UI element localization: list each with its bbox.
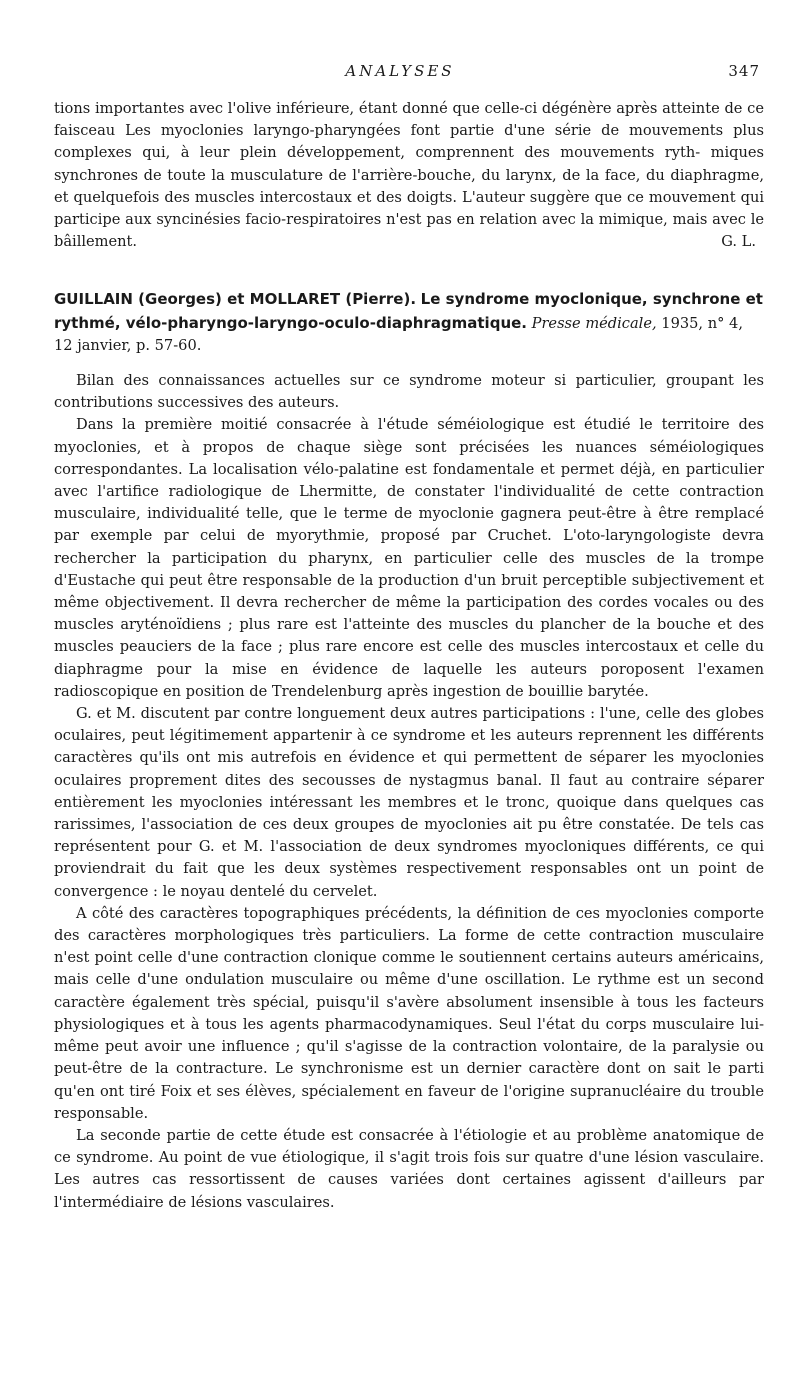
body-paragraph: G. et M. discutent par contre longuement deux autres participations : l'une, celle des globes oculaires, peut légitimement appartenir à ce syndrome et les auteurs reprennent les différents caractères qu'ils ont mis autrefois en évidence et qui permettent de séparer les myoclonies oculaires proprement dites des secousses de nystagmus banal. Il faut au contraire séparer entièrement les myoclonies intéressant les membres et le tronc, quoique dans quelques cas rarissimes, l'association de ces deux groupes de myoclonies ait pu être constatée. De tels cas représentent pour G. et M. l'association de deux syndromes myocloniques différents, ce qui proviendrait du fait que les deux systèmes respectivement responsables ont un point de convergence : le noyau dentelé du cervelet. <box>54 705 764 900</box>
running-head-title: ANALYSES <box>345 62 455 80</box>
review-title: Le syndrome myoclonique, synchrone et rythmé, vélo-pharyngo-laryngo-oculo-diaphragmatique. <box>54 290 763 332</box>
review-journal: Presse médicale, <box>531 314 657 332</box>
body-paragraph: Dans la première moitié consacrée à l'étude séméiologique est étudié le territoire des myoclonies, et à propos de chaque siège sont précisées les nuances séméiologiques correspondantes. La localisation vélo-palatine est fondamentale et permet déjà, en particulier avec l'artifice radiologique de Lhermitte, de constater l'individualité de cette contraction musculaire, individualité telle, que le terme de myoclonie gagnera peut-être à être remplacé par exemple par celui de myorythmie, proposé par Cruchet. L'oto-laryngologiste devra rechercher la participation du pharynx, en particulier celle des muscles de la trompe d'Eustache qui peut être responsable de la production d'un bruit perceptible subjectivement et même objectivement. Il devra rechercher de même la participation des cordes vocales ou des muscles aryténoïdiens ; plus rare est l'atteinte des muscles du plancher de la bouche et des muscles peauciers de la face ; plus rare encore est celle des muscles intercostaux et celle du diaphragme pour la mise en évidence de laquelle les auteurs poroposent l'examen radioscopique en position de Trendelenburg après ingestion de bouillie barytée. <box>54 416 764 700</box>
body-paragraph: La seconde partie de cette étude est consacrée à l'étiologie et au problème anatomique de ce syndrome. Au point de vue étiologique, il s'agit trois fois sur quatre d'une lésion vasculaire. Les autres cas ressortissent de causes variées dont certaines agissent d'ailleurs par l'intermédiaire de lésions vasculaires. <box>54 1126 764 1211</box>
running-head <box>0 62 800 84</box>
previous-review-ending <box>54 98 764 253</box>
previous-review-paragraph <box>54 98 764 253</box>
review-citation: 1935, n° 4, 12 janvier, p. 57-60. <box>54 314 743 355</box>
text-line: plus complexes qui, à leur plein développement, comprennent des mouvements ryth- <box>54 122 764 162</box>
text-line: du diaphragme, et quelquefois des muscles intercostaux et des doigts. L'auteur suggère <box>54 166 765 206</box>
reviewer-signature: G. L. <box>721 233 756 251</box>
text-line: de ce faisceau Les myoclonies laryngo-pharyngées font partie d'une série de mouvements <box>54 100 764 140</box>
review-body <box>54 370 764 1214</box>
body-paragraph: A côté des caractères topographiques précédents, la définition de ces myoclonies comporte des caractères morphologiques très particuliers. La forme de cette contraction musculaire n'est point celle d'une contraction clonique comme le soutiennent certains auteurs américains, mais celle d'une ondulation musculaire ou même d'une oscillation. Le rythme est un second caractère également très spécial, puisqu'il s'avère absolument insensible à tous les facteurs physiologiques et à tous les agents pharmacodynamiques. Seul l'état du corps musculaire lui-même peut avoir une influence ; qu'il s'agisse de la contraction volontaire, de la paralysie ou peut-être de la contracture. Le synchronisme est un dernier caractère dont on sait le parti qu'en ont tiré Foix et ses élèves, spécialement en faveur de l'origine supranucléaire du trouble responsable. <box>54 904 764 1122</box>
review-heading <box>54 288 764 358</box>
text-line: que ce mouvement qui participe aux syncinésies facio-respiratoires n'est pas en relation <box>54 188 765 229</box>
body-paragraph: Bilan des connaissances actuelles sur ce syndrome moteur si particulier, groupant les contributions successives des auteurs. <box>54 372 764 412</box>
text-line: miques synchrones de toute la musculature de l'arrière-bouche, du larynx, de la face, <box>54 144 764 184</box>
text-line: avec la mimique, mais avec le bâillement. <box>54 211 764 251</box>
page-number: 347 <box>728 62 760 80</box>
text-line: tions importantes avec l'olive inférieure, étant donné que celle-ci dégénère après atteinte <box>54 100 720 117</box>
review-authors: GUILLAIN (Georges) et MOLLARET (Pierre). <box>54 290 417 308</box>
